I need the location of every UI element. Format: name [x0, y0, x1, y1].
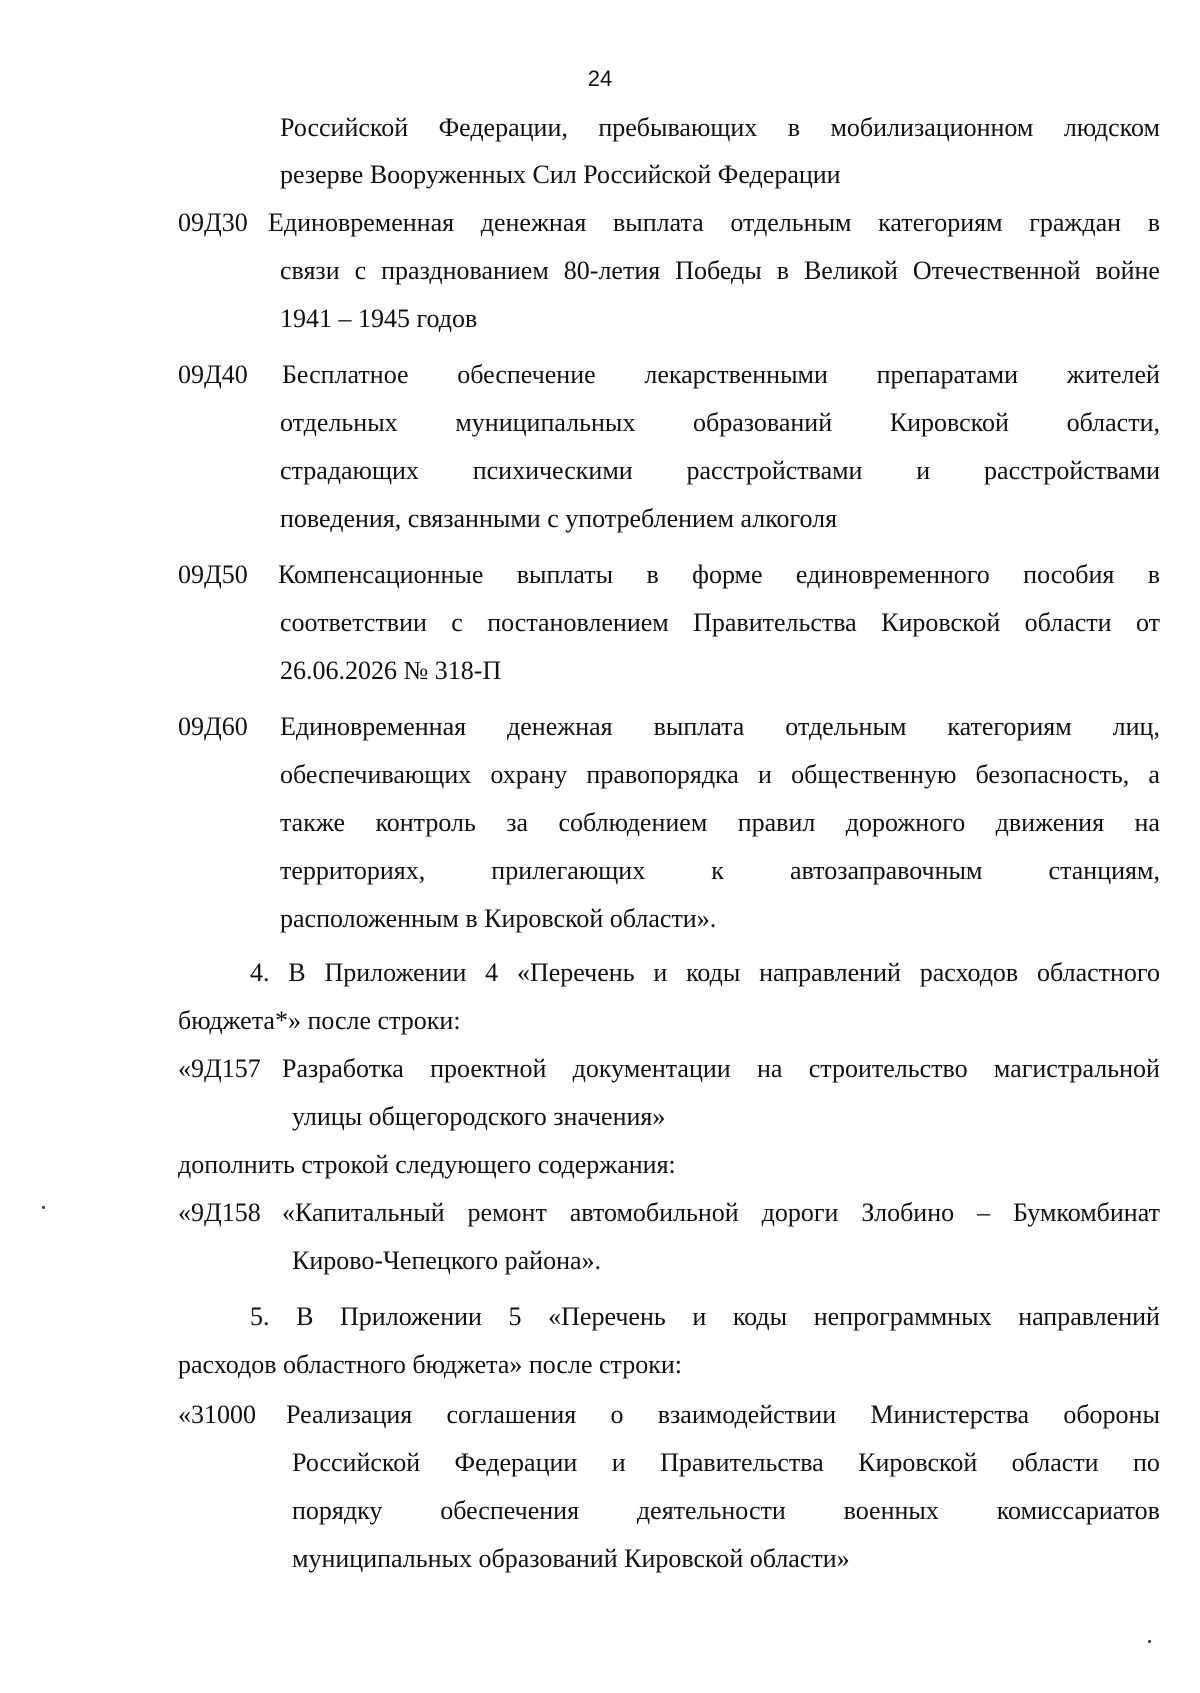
text-line: 26.06.2026 № 318-П: [280, 656, 502, 685]
entry-code: 09Д40: [178, 360, 248, 389]
entry-code: «31000: [178, 1400, 256, 1429]
text-line: Разработка проектной документации на строительство магистральной: [282, 1054, 1160, 1083]
text-line: Российской Федерации и Правительства Кировской области по: [292, 1448, 1160, 1477]
text-line: Единовременная денежная выплата отдельным категориям граждан в: [268, 208, 1160, 237]
entry-code: «9Д158: [178, 1198, 261, 1227]
text-line: порядку обеспечения деятельности военных комиссариатов: [292, 1496, 1160, 1525]
text-line: страдающих психическими расстройствами и расстройствами: [280, 456, 1160, 485]
scan-speck: [1148, 1640, 1151, 1643]
entry-code: 09Д30: [178, 208, 248, 237]
paragraph-line: 5. В Приложении 5 «Перечень и коды непрограммных направлений: [250, 1302, 1160, 1331]
paragraph-line: 4. В Приложении 4 «Перечень и коды направлений расходов областного: [250, 958, 1160, 987]
entry-code: 09Д60: [178, 712, 248, 741]
paragraph-line: бюджета*» после строки:: [178, 1006, 461, 1035]
paragraph-line: расходов областного бюджета» после строки:: [178, 1350, 682, 1379]
page-number: 24: [587, 66, 613, 91]
text-line: Российской Федерации, пребывающих в мобилизационном людском: [280, 113, 1160, 142]
text-line: улицы общегородского значения»: [292, 1102, 666, 1131]
text-line: Кирово-Чепецкого района».: [292, 1246, 602, 1275]
entry-code: «9Д157: [178, 1054, 261, 1083]
text-line: соответствии с постановлением Правительства Кировской области от: [280, 608, 1160, 637]
text-line: резерве Вооруженных Сил Российской Федерации: [280, 160, 841, 189]
text-line: связи с празднованием 80-летия Победы в Великой Отечественной войне: [280, 256, 1160, 285]
text-line: обеспечивающих охрану правопорядка и общественную безопасность, а: [280, 760, 1160, 789]
text-line: Компенсационные выплаты в форме единовременного пособия в: [278, 560, 1160, 589]
text-line: Реализация соглашения о взаимодействии Министерства обороны: [286, 1400, 1160, 1429]
text-line: «Капитальный ремонт автомобильной дороги Злобино – Бумкомбинат: [282, 1198, 1160, 1227]
text-line: территориях, прилегающих к автозаправочным станциям,: [280, 856, 1160, 885]
text-line: отдельных муниципальных образований Кировской области,: [280, 408, 1160, 437]
text-line: Бесплатное обеспечение лекарственными препаратами жителей: [282, 360, 1160, 389]
text-line: также контроль за соблюдением правил дорожного движения на: [280, 808, 1160, 837]
scan-speck: [42, 1206, 45, 1209]
text-line: поведения, связанными с употреблением алкоголя: [280, 504, 838, 533]
text-line: расположенным в Кировской области».: [280, 904, 717, 933]
entry-code: 09Д50: [178, 560, 248, 589]
paragraph-line: дополнить строкой следующего содержания:: [178, 1150, 676, 1179]
text-line: 1941 – 1945 годов: [280, 304, 478, 333]
text-line: Единовременная денежная выплата отдельным категориям лиц,: [280, 712, 1160, 741]
text-line: муниципальных образований Кировской области»: [292, 1544, 850, 1573]
